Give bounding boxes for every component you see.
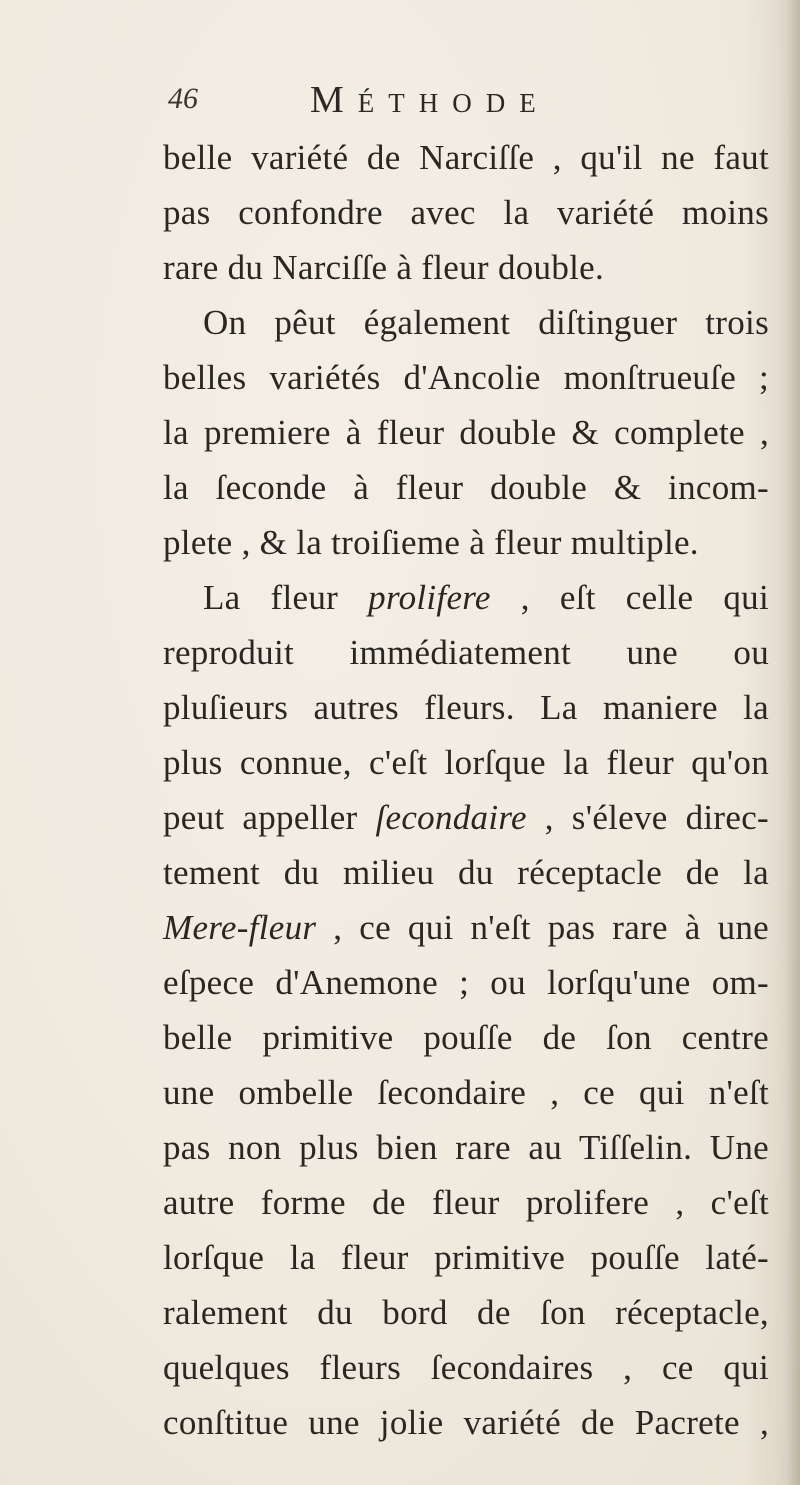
text-segment: peut appeller bbox=[163, 798, 358, 837]
text-line: tement du milieu du réceptacle de la bbox=[163, 853, 769, 892]
italic-term: Mere-fleur bbox=[163, 908, 317, 947]
text-segment: , ce qui n'eſt pas rare à une bbox=[333, 908, 769, 947]
text-line: eſpece d'Anemone ; ou lorſqu'une om- bbox=[163, 963, 769, 1002]
text-line: belle variété de Narciſſe , qu'il ne faut bbox=[163, 138, 769, 177]
text-line: pas non plus bien rare au Tiſſelin. Une bbox=[163, 1128, 769, 1167]
text-line: conſtitue une jolie variété de Pacrete , bbox=[163, 1403, 769, 1442]
page-edge-shadow bbox=[786, 0, 800, 1485]
text-line bbox=[163, 570, 769, 625]
page-number: 46 bbox=[168, 82, 198, 115]
italic-term: ſecondaire bbox=[375, 798, 527, 837]
text-line: reproduit immédiatement une ou bbox=[163, 633, 769, 672]
text-line: rare du Narciſſe à fleur double. bbox=[163, 248, 605, 287]
text-segment: , eſt celle qui bbox=[520, 578, 769, 617]
text-line: la premiere à fleur double & complete , bbox=[163, 413, 769, 452]
italic-term: prolifere bbox=[368, 578, 491, 617]
text-line: ralement du bord de ſon réceptacle, bbox=[163, 1293, 769, 1332]
text-line: On pêut également diſtinguer trois bbox=[203, 303, 769, 342]
running-title: Méthode bbox=[310, 79, 550, 121]
text-line: pluſieurs autres fleurs. La maniere la bbox=[163, 688, 769, 727]
text-line bbox=[163, 790, 769, 845]
body-text bbox=[163, 130, 769, 1450]
text-segment: , s'éleve direc- bbox=[544, 798, 769, 837]
text-line: belle primitive pouſſe de ſon centre bbox=[163, 1018, 769, 1057]
text-line: quelques fleurs ſecondaires , ce qui bbox=[163, 1348, 769, 1387]
page-header bbox=[168, 78, 768, 128]
text-line: la ſeconde à fleur double & incom- bbox=[163, 468, 769, 507]
text-line: plus connue, c'eſt lorſque la fleur qu'on bbox=[163, 743, 769, 782]
text-segment: La fleur bbox=[203, 578, 339, 617]
text-line: plete , & la troiſieme à fleur multiple. bbox=[163, 523, 699, 562]
text-line: autre forme de fleur prolifere , c'eſt bbox=[163, 1183, 769, 1222]
text-line: lorſque la fleur primitive pouſſe laté- bbox=[163, 1238, 769, 1277]
text-line: une ombelle ſecondaire , ce qui n'eſt bbox=[163, 1073, 769, 1112]
text-line: belles variétés d'Ancolie monſtrueuſe ; bbox=[163, 358, 769, 397]
text-line: pas confondre avec la variété moins bbox=[163, 193, 769, 232]
text-line bbox=[163, 900, 769, 955]
